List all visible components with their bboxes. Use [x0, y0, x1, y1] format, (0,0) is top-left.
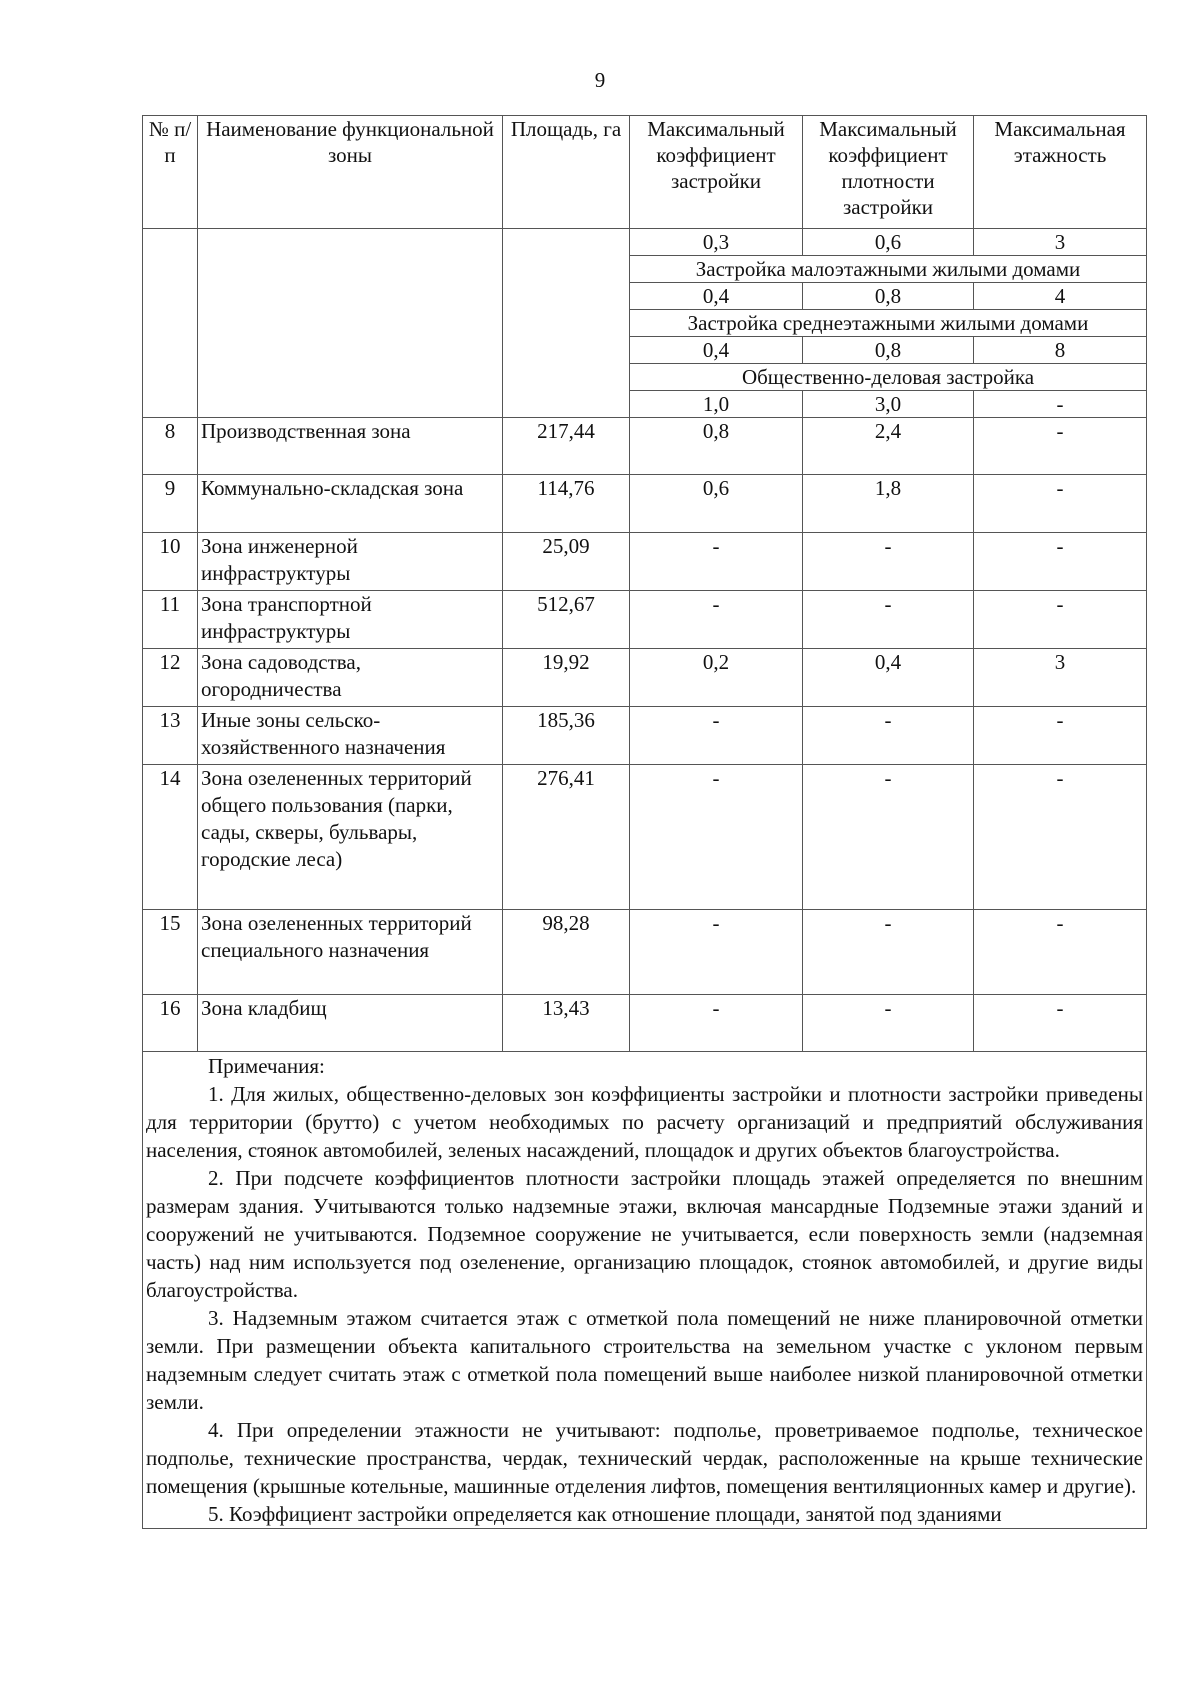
page-number: 9 — [594, 68, 606, 92]
zone-name: Зона садоводства, огородничества — [198, 649, 503, 707]
continuation-num-cell — [143, 229, 198, 418]
floors-cell: 8 — [974, 337, 1147, 364]
table-row — [143, 765, 1147, 910]
density-cell: 0,8 — [803, 337, 974, 364]
zone-name: Зона кладбищ — [198, 995, 503, 1052]
coef-cell: 1,0 — [630, 391, 803, 418]
table-row — [143, 475, 1147, 533]
row-num: 10 — [143, 533, 198, 591]
row-num: 8 — [143, 418, 198, 475]
zone-density: 0,4 — [803, 649, 974, 707]
notes-heading: Примечания: — [208, 1054, 325, 1078]
floors-cell: - — [974, 391, 1147, 418]
zone-coef: 0,6 — [630, 475, 803, 533]
header-coef-density: Максимальный коэффициент плотности застройки — [803, 116, 974, 229]
zone-density: 2,4 — [803, 418, 974, 475]
zone-name: Зона озелененных территорий специального назначения — [198, 910, 503, 995]
zones-table — [142, 115, 1147, 1529]
zone-coef: - — [630, 707, 803, 765]
row-num: 12 — [143, 649, 198, 707]
zone-density: 1,8 — [803, 475, 974, 533]
zone-coef: 0,8 — [630, 418, 803, 475]
zone-name: Производственная зона — [198, 418, 503, 475]
table-header-row — [143, 116, 1147, 229]
row-num: 11 — [143, 591, 198, 649]
zone-floors: - — [974, 533, 1147, 591]
zone-floors: - — [974, 995, 1147, 1052]
table-row — [143, 591, 1147, 649]
row-num: 16 — [143, 995, 198, 1052]
zone-name: Зона озелененных территорий общего пользования (парки, сады, скверы, бульвары, городские леса) — [198, 765, 503, 910]
density-cell: 0,6 — [803, 229, 974, 256]
zone-coef: - — [630, 533, 803, 591]
coef-cell: 0,4 — [630, 283, 803, 310]
zone-coef: - — [630, 995, 803, 1052]
zone-area: 276,41 — [503, 765, 630, 910]
zone-name: Коммунально-складская зона — [198, 475, 503, 533]
header-coef-build: Максимальный коэффициент застройки — [630, 116, 803, 229]
row-num: 14 — [143, 765, 198, 910]
density-cell: 0,8 — [803, 283, 974, 310]
density-cell: 3,0 — [803, 391, 974, 418]
zone-density: - — [803, 995, 974, 1052]
continuation-name-cell — [198, 229, 503, 418]
floors-cell: 3 — [974, 229, 1147, 256]
note-paragraph: 3. Надземным этажом считается этаж с отметкой пола помещений не ниже планировочной отметки земли. При размещении объекта капитального строительства на земельном участке с уклоном первым надземным следует считать этаж с отметкой пола помещений выше наиболее низкой планировочной отметки земли. — [146, 1306, 1143, 1414]
note-paragraph: 1. Для жилых, общественно-деловых зон коэффициенты застройки и плотности застройки приведены для территории (брутто) с учетом необходимых по расчету организаций и предприятий обслуживания населения, стоянок автомобилей, зеленых насаждений, площадок и других объектов благоустройства. — [146, 1082, 1143, 1162]
header-area: Площадь, га — [503, 116, 630, 229]
zone-area: 217,44 — [503, 418, 630, 475]
header-floors: Максимальная этажность — [974, 116, 1147, 229]
zone-floors: - — [974, 418, 1147, 475]
row-num: 13 — [143, 707, 198, 765]
table-row — [143, 533, 1147, 591]
zone-density: - — [803, 707, 974, 765]
zone-density: - — [803, 910, 974, 995]
notes-row — [143, 1052, 1147, 1529]
zone-area: 19,92 — [503, 649, 630, 707]
note-paragraph: 5. Коэффициент застройки определяется как отношение площади, занятой под зданиями — [208, 1502, 1002, 1526]
subsection-title: Застройка среднеэтажными жилыми домами — [630, 310, 1147, 337]
zone-name: Зона транспортной инфраструктуры — [198, 591, 503, 649]
zone-floors: 3 — [974, 649, 1147, 707]
zone-area: 512,67 — [503, 591, 630, 649]
zone-name: Зона инженерной инфраструктуры — [198, 533, 503, 591]
floors-cell: 4 — [974, 283, 1147, 310]
table-row — [143, 418, 1147, 475]
coef-cell: 0,3 — [630, 229, 803, 256]
zone-area: 185,36 — [503, 707, 630, 765]
table-row — [143, 649, 1147, 707]
row-num: 15 — [143, 910, 198, 995]
table-row — [143, 707, 1147, 765]
zone-coef: - — [630, 910, 803, 995]
subsection-title: Застройка малоэтажными жилыми домами — [630, 256, 1147, 283]
zone-area: 25,09 — [503, 533, 630, 591]
zone-floors: - — [974, 765, 1147, 910]
zone-area: 114,76 — [503, 475, 630, 533]
table-row — [143, 995, 1147, 1052]
zone-floors: - — [974, 910, 1147, 995]
header-name: Наименование функциональной зоны — [198, 116, 503, 229]
zone-coef: - — [630, 765, 803, 910]
zone-coef: 0,2 — [630, 649, 803, 707]
zone-area: 13,43 — [503, 995, 630, 1052]
zone-density: - — [803, 765, 974, 910]
coef-cell: 0,4 — [630, 337, 803, 364]
continuation-row — [143, 229, 1147, 256]
zone-density: - — [803, 533, 974, 591]
zone-floors: - — [974, 475, 1147, 533]
zone-coef: - — [630, 591, 803, 649]
zone-area: 98,28 — [503, 910, 630, 995]
note-paragraph: 4. При определении этажности не учитывают: подполье, проветриваемое подполье, техническое подполье, технические пространства, чердак, технический чердак, расположенные на крыше технические помещения (крышные котельные, машинные отделения лифтов, помещения вентиляционных камер и другие). — [146, 1418, 1143, 1498]
table-row — [143, 910, 1147, 995]
subsection-title: Общественно-деловая застройка — [630, 364, 1147, 391]
zone-density: - — [803, 591, 974, 649]
notes-cell — [143, 1052, 1147, 1529]
zone-floors: - — [974, 591, 1147, 649]
zone-name: Иные зоны сельско-хозяйственного назначения — [198, 707, 503, 765]
row-num: 9 — [143, 475, 198, 533]
header-num: № п/п — [143, 116, 198, 229]
note-paragraph: 2. При подсчете коэффициентов плотности застройки площадь этажей определяется по внешним размерам здания. Учитываются только надземные этажи, включая мансардные Подземные этажи зданий и сооружений не учитываются. Подземное сооружение не учитывается, если поверхность земли (надземная часть) над ним используется под озеленение, организацию площадок, стоянок автомобилей, и другие виды благоустройства. — [146, 1166, 1143, 1302]
continuation-area-cell — [503, 229, 630, 418]
zone-floors: - — [974, 707, 1147, 765]
